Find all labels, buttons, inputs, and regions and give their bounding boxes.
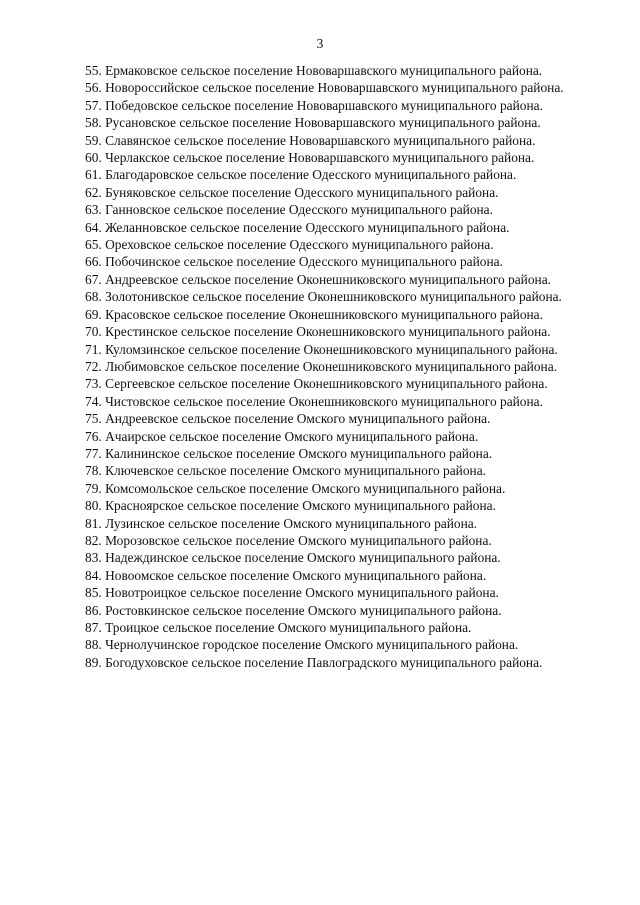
list-item — [34, 271, 607, 288]
list-item — [34, 567, 607, 584]
item-number: 88. — [85, 637, 102, 653]
item-number: 80. — [85, 498, 102, 514]
item-number: 60. — [85, 150, 102, 166]
item-number: 89. — [85, 654, 102, 670]
item-number: 85. — [85, 585, 102, 601]
item-number: 87. — [85, 620, 102, 635]
item-number: 58. — [85, 115, 102, 131]
item-text: Морозовское сельское поселение Омского муниципального района. — [105, 532, 492, 548]
list-item — [34, 62, 607, 79]
item-text: Ганновское сельское поселение Одесского муниципального района. — [105, 202, 493, 218]
item-text: Андреевское сельское поселение Оконешниковского муниципального района. — [105, 271, 551, 287]
item-text: Новотроицкое сельское поселение Омского муниципального района. — [105, 585, 499, 601]
item-text: Черлакское сельское поселение Нововаршавского муниципального района. — [105, 150, 535, 166]
list-item — [34, 236, 607, 253]
item-text: Буняковское сельское поселение Одесского муниципального района. — [105, 184, 499, 200]
item-text: Ростовкинское сельское поселение Омского муниципального района. — [105, 602, 502, 618]
item-text: Побочинское сельское поселение Одесского муниципального района. — [105, 254, 503, 270]
list-item — [34, 201, 607, 218]
list-item — [34, 515, 607, 532]
item-text: Ачаирское сельское поселение Омского муниципального района. — [105, 428, 479, 444]
list-item — [34, 306, 607, 323]
item-text: Сергеевское сельское поселение Оконешниковского муниципального района. — [105, 376, 548, 392]
item-text: Богодуховское сельское поселение Павлоградского муниципального района. — [105, 654, 543, 670]
item-text: Лузинское сельское поселение Омского муниципального района. — [105, 515, 478, 531]
item-text: Комсомольское сельское поселение Омского муниципального района. — [105, 480, 506, 496]
item-number: 73. — [85, 376, 102, 392]
list-item — [34, 288, 607, 305]
item-number: 63. — [85, 202, 102, 218]
item-text: Чернолучинское городское поселение Омского муниципального района. — [105, 637, 519, 653]
list-item — [34, 393, 607, 410]
item-text: Калининское сельское поселение Омского муниципального района. — [105, 445, 493, 461]
list-item — [34, 428, 607, 445]
item-number: 59. — [85, 132, 102, 148]
item-number: 56. — [85, 80, 102, 96]
list-item — [34, 79, 607, 96]
item-number: 64. — [85, 219, 102, 235]
list-item — [34, 619, 607, 636]
item-text: Крестинское сельское поселение Оконешниковского муниципального района. — [105, 324, 551, 340]
list-item — [34, 410, 607, 427]
item-text: Желанновское сельское поселение Одесского муниципального района. — [105, 219, 510, 235]
item-number: 66. — [85, 254, 102, 270]
item-number: 78. — [85, 463, 102, 479]
item-text: Новоомское сельское поселение Омского муниципального района. — [105, 567, 487, 583]
item-text: Золотонивское сельское поселение Оконешниковского муниципального района. — [105, 289, 562, 305]
item-number: 72. — [85, 358, 102, 374]
list-item — [34, 636, 607, 653]
item-text: Ермаковское сельское поселение Нововаршавского муниципального района. — [105, 63, 543, 78]
item-text: Красноярское сельское поселение Омского муниципального района. — [105, 498, 496, 514]
list-item — [34, 375, 607, 392]
list-item — [34, 149, 607, 166]
item-text: Русановское сельское поселение Нововаршавского муниципального района. — [105, 115, 541, 131]
item-number: 86. — [85, 602, 102, 618]
list-item — [34, 462, 607, 479]
item-text: Надеждинское сельское поселение Омского муниципального района. — [105, 550, 501, 566]
item-number: 57. — [85, 97, 102, 113]
item-number: 75. — [85, 411, 102, 427]
item-number: 70. — [85, 324, 102, 340]
settlement-list — [34, 62, 607, 671]
list-item — [34, 532, 607, 549]
page-number: 3 — [316, 36, 324, 51]
list-item — [34, 497, 607, 514]
item-number: 67. — [85, 271, 102, 287]
item-text: Победовское сельское поселение Нововаршавского муниципального района. — [105, 97, 543, 113]
item-number: 69. — [85, 306, 102, 322]
item-number: 83. — [85, 550, 102, 566]
list-item — [34, 654, 607, 671]
list-item — [34, 219, 607, 236]
list-item — [34, 132, 607, 149]
item-text: Благодаровское сельское поселение Одесского муниципального района. — [105, 167, 517, 183]
item-text: Новороссийское сельское поселение Нововаршавского муниципального района. — [105, 80, 564, 96]
item-text: Красовское сельское поселение Оконешниковского муниципального района. — [105, 306, 543, 322]
list-item — [34, 480, 607, 497]
item-number: 82. — [85, 532, 102, 548]
item-text: Троицкое сельское поселение Омского муниципального района. — [105, 620, 472, 635]
item-text: Ключевское сельское поселение Омского муниципального района. — [105, 463, 486, 479]
list-item — [34, 358, 607, 375]
list-item — [34, 166, 607, 183]
item-number: 55. — [85, 63, 102, 78]
item-number: 76. — [85, 428, 102, 444]
list-item — [34, 184, 607, 201]
item-text: Ореховское сельское поселение Одесского муниципального района. — [105, 237, 494, 253]
list-item — [34, 602, 607, 619]
list-item — [34, 341, 607, 358]
item-number: 77. — [85, 445, 102, 461]
item-number: 68. — [85, 289, 102, 305]
list-item — [34, 445, 607, 462]
item-number: 71. — [85, 341, 102, 357]
list-item — [34, 253, 607, 270]
item-number: 79. — [85, 480, 102, 496]
list-item — [34, 97, 607, 114]
list-item — [34, 323, 607, 340]
list-item — [34, 549, 607, 566]
item-text: Славянское сельское поселение Нововаршавского муниципального района. — [105, 132, 536, 148]
item-number: 81. — [85, 515, 102, 531]
item-number: 61. — [85, 167, 102, 183]
item-number: 74. — [85, 393, 102, 409]
list-item — [34, 584, 607, 601]
item-text: Куломзинское сельское поселение Оконешниковского муниципального района. — [105, 341, 558, 357]
item-text: Чистовское сельское поселение Оконешниковского муниципального района. — [105, 393, 543, 409]
item-number: 62. — [85, 184, 102, 200]
item-number: 84. — [85, 567, 102, 583]
list-item — [34, 114, 607, 131]
item-number: 65. — [85, 237, 102, 253]
item-text: Любимовское сельское поселение Оконешниковского муниципального района. — [105, 358, 558, 374]
item-text: Андреевское сельское поселение Омского муниципального района. — [105, 411, 491, 427]
